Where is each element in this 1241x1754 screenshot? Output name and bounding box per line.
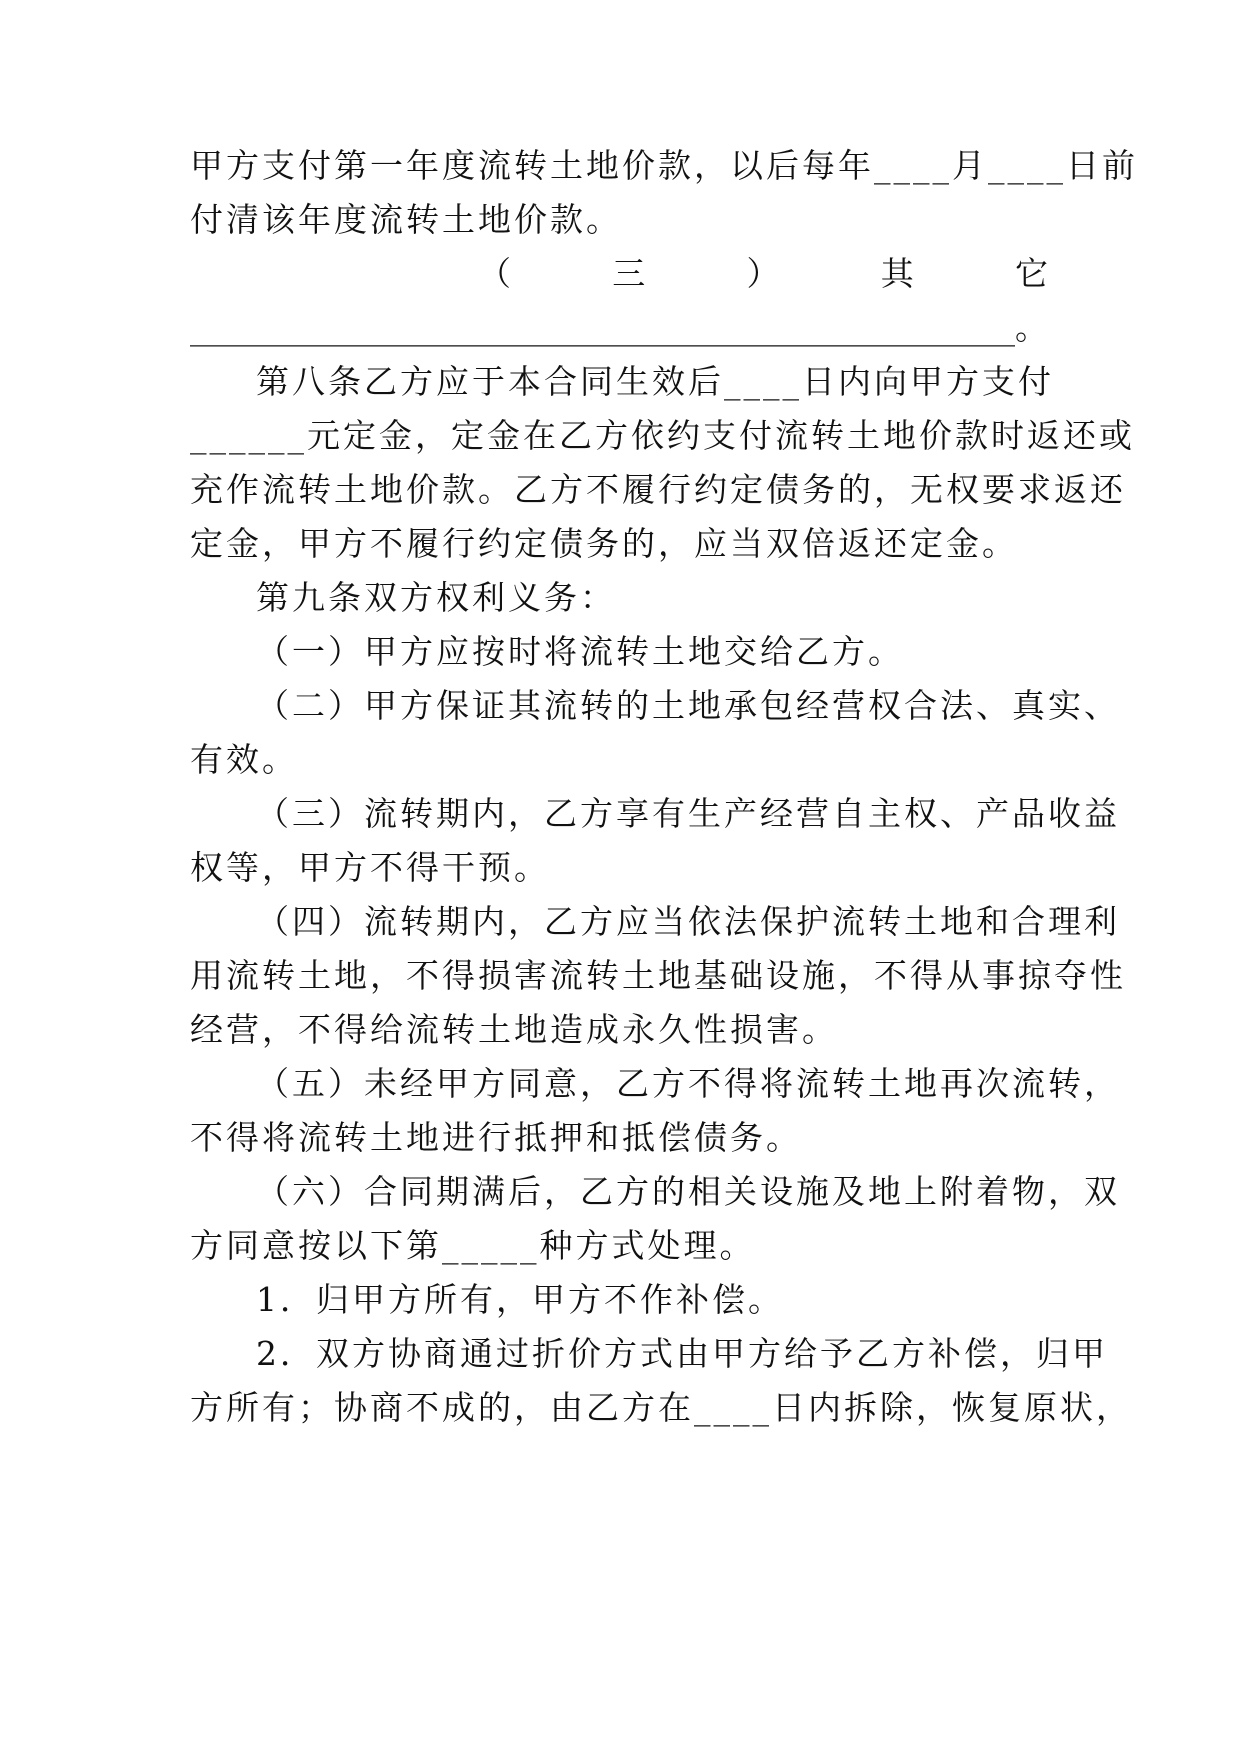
paragraph-line: 不得将流转土地进行抵押和抵偿债务。 bbox=[190, 1118, 802, 1157]
paragraph-line: 用流转土地，不得损害流转土地基础设施，不得从事掠夺性 bbox=[190, 956, 1126, 995]
paragraph-line: 第八条乙方应于本合同生效后____日内向甲方支付 bbox=[256, 362, 1054, 401]
paragraph-line: 权等，甲方不得干预。 bbox=[190, 848, 550, 887]
list-item: 1．归甲方所有，甲方不作补偿。 bbox=[256, 1280, 784, 1319]
paragraph-line: 经营，不得给流转土地造成永久性损害。 bbox=[190, 1010, 838, 1049]
heading-paren-open: （ bbox=[478, 254, 511, 293]
paragraph-line: 方同意按以下第_____种方式处理。 bbox=[190, 1226, 756, 1265]
heading-word-2: 它 bbox=[1015, 254, 1048, 293]
paragraph-line: 充作流转土地价款。乙方不履行约定债务的，无权要求返还 bbox=[190, 470, 1126, 509]
section-heading-other bbox=[478, 244, 1048, 304]
heading-number: 三 bbox=[612, 254, 646, 293]
heading-paren-close: ） bbox=[746, 254, 780, 293]
paragraph-line: ______元定金，定金在乙方依约支付流转土地价款时返还或 bbox=[190, 416, 1135, 455]
heading-word-1: 其 bbox=[880, 254, 914, 293]
paragraph-line: 方所有；协商不成的，由乙方在____日内拆除，恢复原状， bbox=[190, 1388, 1132, 1427]
paragraph-line: 有效。 bbox=[190, 740, 298, 779]
paragraph-line: （六）合同期满后，乙方的相关设施及地上附着物，双 bbox=[256, 1172, 1120, 1211]
paragraph-line: 付清该年度流转土地价款。 bbox=[190, 200, 622, 239]
paragraph-line: （一）甲方应按时将流转土地交给乙方。 bbox=[256, 632, 904, 671]
blank-fill-line: __________________________________________________。 bbox=[190, 308, 1048, 347]
article-heading: 第九条双方权利义务： bbox=[256, 578, 616, 617]
paragraph-line: （三）流转期内，乙方享有生产经营自主权、产品收益 bbox=[256, 794, 1120, 833]
paragraph-line: （五）未经甲方同意，乙方不得将流转土地再次流转， bbox=[256, 1064, 1120, 1103]
paragraph-line: （四）流转期内，乙方应当依法保护流转土地和合理利 bbox=[256, 902, 1120, 941]
paragraph-line: 定金，甲方不履行约定债务的，应当双倍返还定金。 bbox=[190, 524, 1018, 563]
paragraph-line: （二）甲方保证其流转的土地承包经营权合法、真实、 bbox=[256, 686, 1120, 725]
paragraph-line: 甲方支付第一年度流转土地价款，以后每年____月____日前 bbox=[190, 146, 1138, 185]
list-item: 2．双方协商通过折价方式由甲方给予乙方补偿，归甲 bbox=[256, 1334, 1108, 1373]
